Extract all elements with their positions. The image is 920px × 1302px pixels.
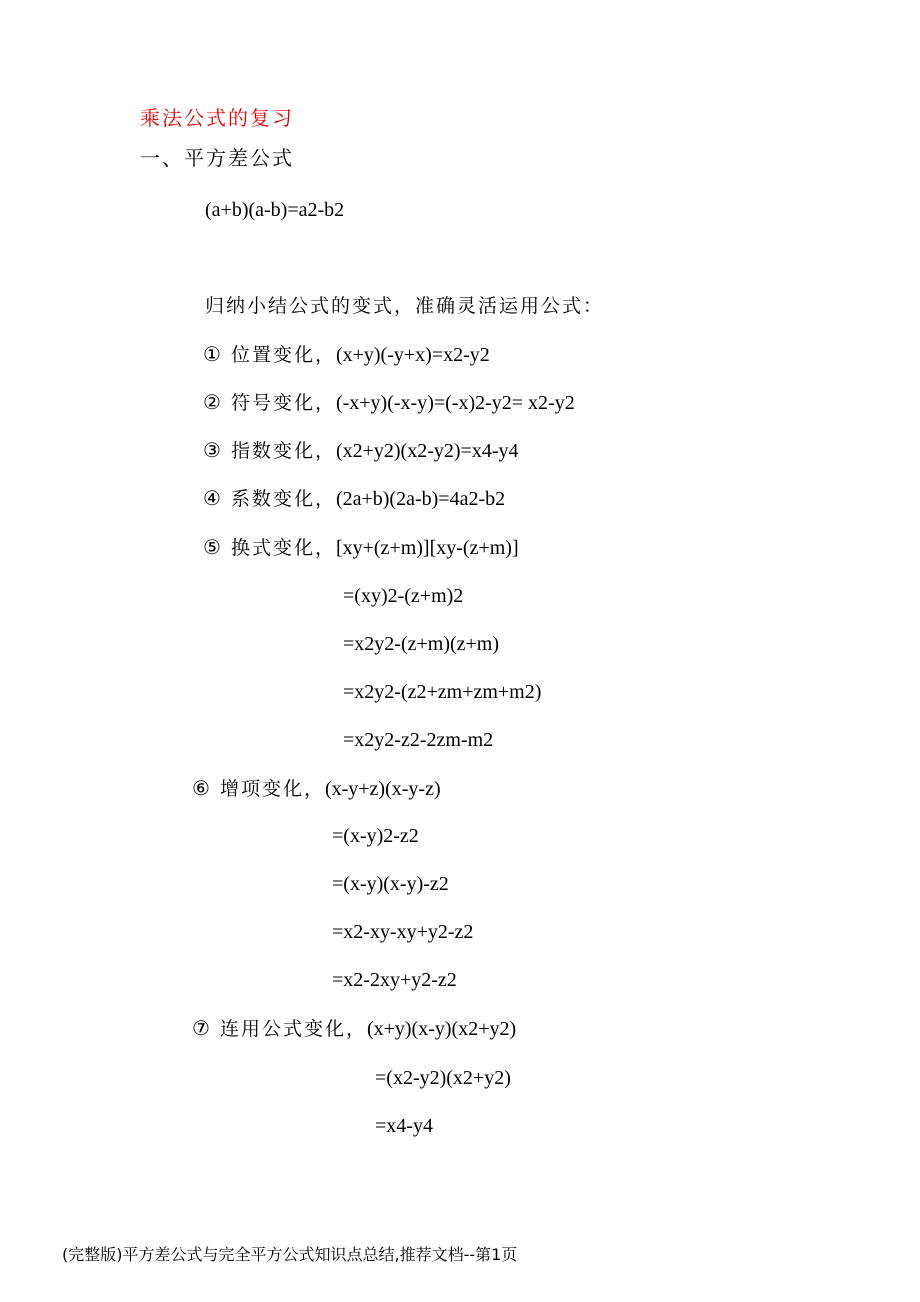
- item-label: 换式变化，: [230, 537, 336, 559]
- item-5: [203, 535, 519, 560]
- item5-step: =x2y2-(z2+zm+zm+m2): [343, 681, 542, 703]
- item-expr: [xy+(z+m)][xy-(z+m)]: [335, 537, 519, 559]
- item-expr: (x+y)(x-y)(x2+y2): [366, 1018, 517, 1040]
- main-formula: (a+b)(a-b)=a2-b2: [205, 199, 345, 221]
- item-6: [192, 776, 441, 801]
- item5-step: =(xy)2-(z+m)2: [343, 585, 464, 607]
- item-number: ④: [203, 486, 221, 510]
- section-heading: 一、平方差公式: [140, 146, 294, 170]
- item-3: [203, 438, 518, 463]
- item7-step: =x4-y4: [375, 1115, 433, 1137]
- item-expr: (2a+b)(2a-b)=4a2-b2: [335, 488, 506, 510]
- item7-step: =(x2-y2)(x2+y2): [375, 1067, 511, 1089]
- item-label: 符号变化，: [230, 392, 336, 414]
- item-4: [203, 486, 505, 511]
- item6-step: =(x-y)(x-y)-z2: [332, 873, 449, 895]
- item5-step: =x2y2-(z+m)(z+m): [343, 633, 500, 655]
- item-number: ⑤: [203, 535, 221, 559]
- item-number: ⑦: [192, 1016, 210, 1040]
- item5-step: =x2y2-z2-2zm-m2: [343, 729, 494, 751]
- item-expr: (x2+y2)(x2-y2)=x4-y4: [335, 440, 519, 462]
- item6-step: =x2-2xy+y2-z2: [332, 969, 457, 991]
- item-label: 系数变化，: [230, 488, 336, 510]
- item-1: [203, 342, 490, 367]
- item6-step: =x2-xy-xy+y2-z2: [332, 921, 474, 943]
- page-footer: (完整版)平方差公式与完全平方公式知识点总结,推荐文档--第1页: [62, 1245, 518, 1264]
- item-label: 位置变化，: [230, 344, 336, 366]
- item-7: [192, 1016, 516, 1041]
- item-expr: (x-y+z)(x-y-z): [324, 778, 441, 800]
- item-2: [203, 390, 575, 415]
- page-title: 乘法公式的复习: [140, 106, 294, 130]
- item-number: ⑥: [192, 776, 210, 800]
- item-label: 增项变化，: [219, 778, 325, 800]
- item-label: 指数变化，: [230, 440, 336, 462]
- item-label: 连用公式变化，: [219, 1018, 367, 1040]
- item-number: ①: [203, 342, 221, 366]
- summary-text: 归纳小结公式的变式，准确灵活运用公式：: [205, 295, 605, 317]
- item-number: ②: [203, 390, 221, 414]
- item6-step: =(x-y)2-z2: [332, 825, 419, 847]
- item-expr: (x+y)(-y+x)=x2-y2: [335, 344, 490, 366]
- item-number: ③: [203, 438, 221, 462]
- item-expr: (-x+y)(-x-y)=(-x)2-y2= x2-y2: [335, 392, 575, 414]
